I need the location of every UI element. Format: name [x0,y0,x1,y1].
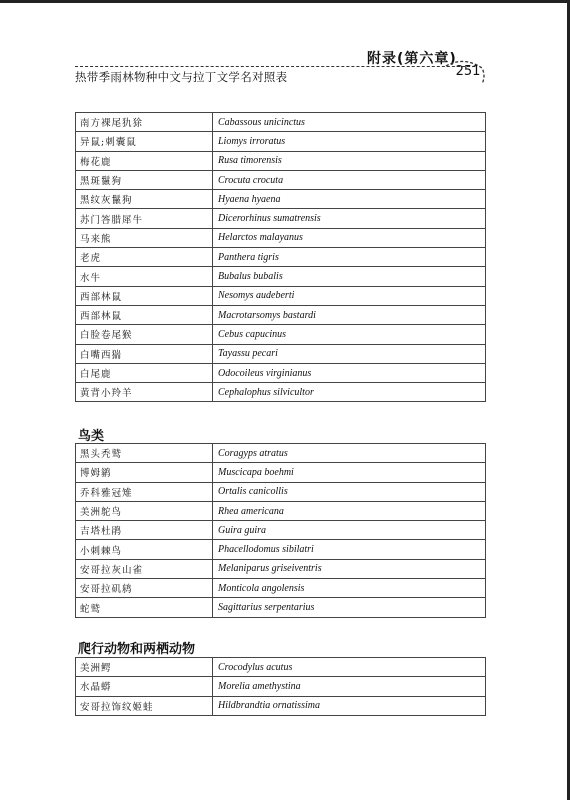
table-row [76,658,486,677]
table-row [76,305,486,324]
table-row [76,501,486,520]
chinese-name-cell: 安哥拉灰山雀 [76,559,213,578]
latin-name-cell: Coragyps atratus [213,444,486,463]
chinese-name-cell: 黑斑鬣狗 [76,170,213,189]
latin-name-cell: Bubalus bubalis [213,267,486,286]
latin-name-cell: Crocuta crocuta [213,170,486,189]
chinese-name-cell: 乔科雅冠雉 [76,482,213,501]
table-row [76,151,486,170]
chinese-name-cell: 吉塔杜鹃 [76,521,213,540]
latin-name-cell: Cebus capucinus [213,325,486,344]
latin-name-cell: Ortalis canicollis [213,482,486,501]
chinese-name-cell: 美洲鸵鸟 [76,501,213,520]
latin-name-cell: Hyaena hyaena [213,190,486,209]
table-row [76,228,486,247]
table-row [76,579,486,598]
table-row [76,286,486,305]
latin-name-cell: Panthera tigris [213,248,486,267]
chinese-name-cell: 马来熊 [76,228,213,247]
table-row [76,190,486,209]
table-row [76,598,486,617]
table-row [76,463,486,482]
table-row [76,325,486,344]
table-row [76,170,486,189]
chinese-name-cell: 安哥拉矶鸫 [76,579,213,598]
chinese-name-cell: 黑头秃鹫 [76,444,213,463]
chinese-name-cell: 黄背小羚羊 [76,383,213,402]
latin-name-cell: Rhea americana [213,501,486,520]
table-row [76,363,486,382]
latin-name-cell: Dicerorhinus sumatrensis [213,209,486,228]
table-row [76,482,486,501]
table-row [76,444,486,463]
table-row [76,696,486,715]
chinese-name-cell: 异鼠;刺囊鼠 [76,132,213,151]
table-row [76,248,486,267]
table-row [76,677,486,696]
latin-name-cell: Cabassous unicinctus [213,113,486,132]
page-edge-top [0,0,570,3]
running-header-chapter: 附录(第六章) [367,51,457,67]
chinese-name-cell: 老虎 [76,248,213,267]
latin-name-cell: Guira guira [213,521,486,540]
latin-name-cell: Crocodylus acutus [213,658,486,677]
latin-name-cell: Hildbrandtia ornatissima [213,696,486,715]
chinese-name-cell: 白尾鹿 [76,363,213,382]
latin-name-cell: Liomys irroratus [213,132,486,151]
page-number: 251 [455,64,481,79]
table-row [76,344,486,363]
table-row [76,267,486,286]
mammal-name-table [75,112,486,402]
table-row [76,383,486,402]
reptile-amphibian-name-table [75,657,486,716]
bird-name-table [75,443,486,618]
latin-name-cell: Helarctos malayanus [213,228,486,247]
chinese-name-cell: 蛇鹫 [76,598,213,617]
latin-name-cell: Tayassu pecari [213,344,486,363]
chinese-name-cell: 博姆鹟 [76,463,213,482]
chinese-name-cell: 黑纹灰鬣狗 [76,190,213,209]
running-header-subtitle: 热带季雨林物种中文与拉丁文学名对照表 [75,70,288,84]
chinese-name-cell: 南方裸尾犰狳 [76,113,213,132]
latin-name-cell: Melaniparus griseiventris [213,559,486,578]
latin-name-cell: Muscicapa boehmi [213,463,486,482]
table-row [76,132,486,151]
chinese-name-cell: 水牛 [76,267,213,286]
section-title-reptiles-amphibians: 爬行动物和两栖动物 [78,642,196,657]
chinese-name-cell: 白脸卷尾猴 [76,325,213,344]
latin-name-cell: Cephalophus silvicultor [213,383,486,402]
chinese-name-cell: 水晶蟒 [76,677,213,696]
chinese-name-cell: 西部林鼠 [76,305,213,324]
latin-name-cell: Macrotarsomys bastardi [213,305,486,324]
latin-name-cell: Phacellodomus sibilatri [213,540,486,559]
table-row [76,113,486,132]
latin-name-cell: Sagittarius serpentarius [213,598,486,617]
latin-name-cell: Rusa timorensis [213,151,486,170]
chinese-name-cell: 白嘴西猯 [76,344,213,363]
chinese-name-cell: 西部林鼠 [76,286,213,305]
chinese-name-cell: 安哥拉饰纹姬蛙 [76,696,213,715]
table-row [76,540,486,559]
table-row [76,209,486,228]
latin-name-cell: Odocoileus virginianus [213,363,486,382]
latin-name-cell: Monticola angolensis [213,579,486,598]
section-title-birds: 鸟类 [78,429,105,444]
latin-name-cell: Morelia amethystina [213,677,486,696]
header-dashed-rule [75,66,475,67]
chinese-name-cell: 梅花鹿 [76,151,213,170]
chinese-name-cell: 小刺棘鸟 [76,540,213,559]
table-row [76,521,486,540]
table-row [76,559,486,578]
latin-name-cell: Nesomys audeberti [213,286,486,305]
chinese-name-cell: 美洲鳄 [76,658,213,677]
chinese-name-cell: 苏门答腊犀牛 [76,209,213,228]
